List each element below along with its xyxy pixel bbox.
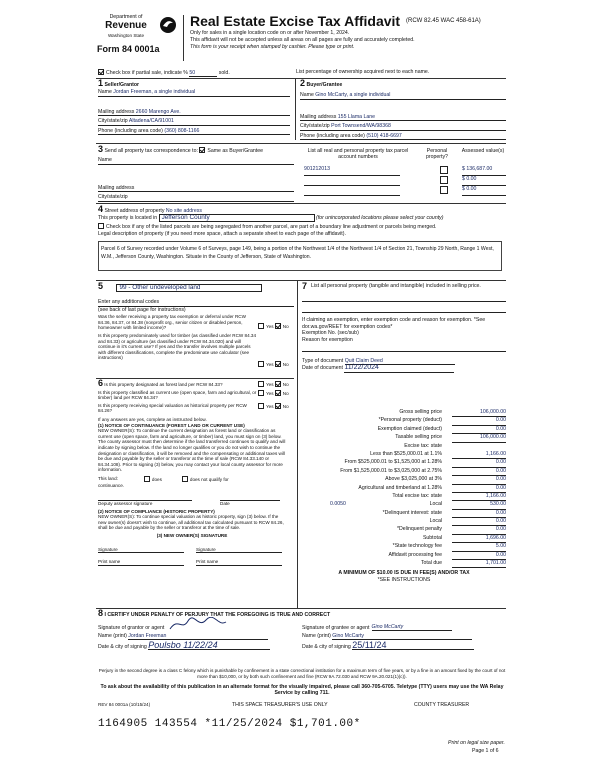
dept-name: Revenue — [105, 20, 147, 31]
seller-section: 1 Seller/Grantor Name Jordan Freeman, a single individual Mailing address 2660 Marengo Ave. City/state/zip Altadena/CA/91001 Phone (including area code) (360) 808-1166 — [98, 80, 290, 135]
grantor-date-city[interactable]: Poulsbo 11/22/24 — [148, 642, 270, 649]
form-rcw: (RCW 82.45 WAC 458-61A) — [406, 18, 481, 24]
buyer-name[interactable]: Gino McCarty, a single individual — [315, 92, 391, 99]
dor-emblem-icon — [159, 16, 177, 34]
calc-row: From $525,000.01 to $1,525,000 at 1.28% 0.00 — [302, 459, 506, 467]
certify-line: 8 I CERTIFY UNDER PENALTY OF PERJURY THAT THE FOREGOING IS TRUE AND CORRECT — [98, 608, 331, 618]
sec4-boundary: Check box if any of the listed parcels are being segregated from another parcel, are part of a boundary line adjustment or parcels being merged. — [98, 223, 508, 230]
current-use-yes[interactable] — [258, 390, 264, 396]
header-line-2: This affidavit will not be accepted unless all areas on all pages are fully and accurately completed. — [190, 37, 415, 43]
personal-header: Personal property? — [426, 148, 448, 161]
new-owner-signature-2[interactable]: Signature — [196, 547, 282, 554]
forest-yes[interactable] — [258, 381, 264, 387]
buyer-address[interactable]: 155 Llama Lane — [337, 113, 376, 120]
property-street[interactable]: No site address — [165, 208, 202, 214]
calc-row: From $1,525,000.01 to $3,025,000 at 2.75% 0.00 — [302, 468, 506, 476]
personal-property-checkbox[interactable] — [440, 186, 448, 194]
calc-row: *Delinquent interest: state 0.00 — [302, 510, 506, 518]
legal-label: Legal description of property (if you need more space, attach a separate sheet to each page of the affidavit). — [98, 231, 346, 237]
land-does-checkbox[interactable] — [144, 476, 150, 482]
new-owner-print-2[interactable]: Print name — [196, 559, 282, 566]
calc-row: Subtotal 1,696.00 — [302, 535, 506, 543]
grantee-print-name[interactable]: Gino McCarty — [332, 633, 472, 640]
county-treasurer: COUNTY TREASURER — [414, 702, 470, 708]
historic-no[interactable] — [275, 403, 281, 409]
dept-of: Department of — [109, 14, 143, 20]
assessed-value[interactable]: $ 136,687.00 — [462, 166, 506, 176]
seller-phone[interactable]: (360) 808-1166 — [164, 127, 200, 134]
parcel-number[interactable] — [304, 186, 400, 196]
current-use-no[interactable] — [275, 390, 281, 396]
seller-address[interactable]: 2660 Marengo Ave. — [135, 108, 181, 115]
perjury-notice: Perjury in the second degree is a class C felony which is punishable by confinement in a state correctional institution for a maximum term of five years, or by a fine in an amount fixed by the court of not more than $10,000, or by both such confinement and fine (RCW 9A.72.030 and RCW 9A.20.021(1)(c)). — [98, 668, 506, 679]
partial-pct[interactable]: 50 — [189, 70, 217, 77]
calc-row: *State technology fee 5.00 — [302, 543, 506, 551]
local-rate: 0.0050 — [330, 501, 346, 508]
form-number: Form 84 0001a — [97, 44, 160, 54]
calc-row: Exemption claimed (deduct) 0.00 — [302, 426, 506, 434]
dept-state: Washington State — [107, 33, 145, 38]
cashier-stamp: 1164905 143554 *11/25/2024 $1,701.00* — [98, 718, 361, 730]
exemption-reason[interactable]: Reason for exemption — [302, 336, 353, 343]
parcels-header: List all real and personal property tax parcel account numbers — [307, 148, 409, 161]
seller-city[interactable]: Altadena/CA/91001 — [128, 118, 174, 125]
see-instructions: *SEE INSTRUCTIONS — [377, 576, 431, 583]
grantee-block: Signature of grantee or agent Gino McCarty Name (print) Gino McCarty Date & city of signing 25/11/24 — [302, 620, 506, 651]
calc-row: Excise tax: state — [404, 442, 442, 449]
land-use-code[interactable]: 99 - Other undeveloped land — [116, 284, 262, 292]
land-does-not-checkbox[interactable] — [182, 476, 188, 482]
grantor-signature-icon[interactable] — [168, 617, 228, 631]
sec6-section: 6 Is this property designated as forest land per RCW 84.33? Yes No Is this property classified as current use (open space, farm and agricultural, or timber) land per RCW 84.34? Yes No Is this property receiving special valuation as historical property per RCW 84.26? Yes No If any answers are yes, complete as instructed below. (1) NOTICE OF CONTINUANCE (FOREST LAND OR CURRENT USE) NEW OWNER(S): To continue the current designation as forest land or classification as current use (open space, farm and agriculture, or timber) land, you must sign on (3) below. The county assessor must then determine if the land transferred continues to qualify and will indicate by signing below. If the land no longer qualifies or you do not wish to continue the designation or classification, it will be removed and the compensating or additional taxes will be due and payable by the seller or transferor at the time of sale (RCW 84.33.140 or 84.34.108). Prior to signing (3) below, you may contact your local county assessor for more information. This land: does does not qualify for continuance. Deputy assessor signature Date (2) NOTICE OF COMPLIANCE (HISTORIC PROPERTY) NEW OWNER(S): To continue special valuation as historic property, sign (3) below. If the new owner(s) doesn't wish to continue, all additional tax calculated pursuant to RCW 84.26, shall be due and payable by the seller or transferor at the time of sale. (3) NEW OWNER(S) SIGNATURE Signature Signature Print name Print name — [98, 378, 289, 565]
parcel-row — [304, 166, 506, 176]
sec4-street: 4 Street address of property No site address — [98, 204, 202, 214]
grantor-block: Signature of grantor or agent Name (print) Jordan Freeman Date & city of signing Poulsbo 11/22/24 — [98, 620, 294, 651]
buyer-phone[interactable]: (510) 418-6697 — [366, 132, 402, 139]
grantee-date-city[interactable]: 25/11/24 — [352, 642, 474, 649]
calc-row: Gross selling price 106,000.00 — [302, 409, 506, 417]
assessed-value[interactable]: $ 0.00 — [462, 176, 506, 186]
deputy-date[interactable]: Date — [220, 500, 280, 507]
exempt-no[interactable] — [275, 323, 281, 329]
sec5-section: 5 99 - Other undeveloped land Enter any additional codes (see back of last page for instructions) Was the seller receiving a property tax exemption or deferral under RCW 84.36, 84.37, or 84.38 (nonprofit org., senior citizen or disabled person, homeowner with limited income)? Yes No Is this property predominately used for timber (as classified under RCW 84.34 and 84.33) or agriculture (as classified under RCW 84.34.020) and will continue in it's current use? If yes and the transfer involves multiple parcels with different classifications, complete the predominate use calculator (see instructions) Yes No — [98, 283, 294, 368]
historic-yes[interactable] — [258, 403, 264, 409]
calc-row: Less than $525,000.01 at 1.1% 1,166.00 — [302, 451, 506, 459]
grantee-signature[interactable]: Gino McCarty — [372, 624, 452, 631]
personal-property-checkbox[interactable] — [440, 176, 448, 184]
print-legal-note: Print on legal size paper. — [448, 740, 505, 746]
new-owner-print-1[interactable]: Print name — [98, 559, 184, 566]
buyer-section: 2 Buyer/Grantee Name Gino McCarty, a single individual Mailing address 155 Llama Lane City/state/zip Port Townsend/WA/98368 Phone (including area code) (510) 418-6697 — [300, 80, 506, 140]
accessibility-notice: To ask about the availability of this publication in an alternate format for the visually impaired, please call 360-705-6705. Teletype (TTY) users may use the WA Relay Service by calling 711. — [100, 684, 504, 697]
same-as-buyer-checkbox[interactable] — [199, 147, 205, 153]
partial-sale-row: Check box if partial sale, indicate % 50 sold. — [98, 69, 230, 77]
header-line-3: This form is your receipt when stamped by cashier. Please type or print. — [190, 44, 355, 50]
rev-number: REV 84 0001a (10/15/24) — [98, 702, 151, 707]
sec3-section: 3 Send all property tax correspondence to: Same as Buyer/Grantee Name Mailing address City/state/zip — [98, 146, 294, 202]
calc-row: Total due 1,701.00 — [302, 560, 506, 568]
grantor-print-name[interactable]: Jordan Freeman — [128, 633, 268, 640]
form-title: Real Estate Excise Tax Affidavit — [190, 13, 401, 29]
timber-no[interactable] — [275, 361, 281, 367]
assessed-header: Assessed value(s) — [461, 148, 505, 154]
sec3-address-field[interactable]: Mailing address — [98, 185, 294, 192]
calc-row: *Personal property (deduct) 0.00 — [302, 417, 506, 425]
assessed-value[interactable]: $ 0.00 — [462, 186, 506, 196]
sec3-city-field[interactable]: City/state/zip — [98, 194, 294, 201]
new-owner-signature-1[interactable]: Signature — [98, 547, 184, 554]
deputy-signature[interactable]: Deputy assessor signature — [98, 500, 192, 507]
dor-logo — [95, 14, 183, 58]
parcel-number[interactable] — [304, 176, 400, 186]
document-date[interactable]: 11/22/2024 — [344, 365, 454, 372]
parcel-list — [304, 166, 506, 196]
parcel-row — [304, 176, 506, 186]
calc-row: Total excise tax: state 1,166.00 — [302, 493, 506, 501]
page-number: Page 1 of 6 — [472, 748, 499, 754]
partial-sale-checkbox[interactable] — [98, 69, 104, 75]
seller-name[interactable]: Jordan Freeman, a single individual — [113, 89, 196, 96]
sec7-section: 7 List all personal property (tangible and intangible) included in selling price. If claiming an exemption, enter exemption code and reason for exemption. *See dor.wa.gov/REET for exemption codes* Exemption No. (sec/sub) Reason for exemption Type of document Quit Claim Deed Date of document 11/22/2024 — [302, 283, 506, 373]
exemption-no[interactable]: Exemption No. (sec/sub) — [302, 330, 359, 337]
header-line-1: Only for sales in a single location code on or after November 1, 2024. — [190, 30, 350, 36]
sec4-county-row: This property is located in Jefferson County (for unincorporated locations please select your county) — [98, 214, 444, 221]
personal-property-checkbox[interactable] — [440, 166, 448, 174]
timber-yes[interactable] — [258, 361, 264, 367]
sec3-name-field[interactable]: Name — [98, 157, 294, 164]
calc-row: Affidavit processing fee 0.00 — [302, 552, 506, 560]
parcel-number[interactable]: 901212013 — [304, 166, 400, 176]
calc-row: 0.0050 Local 530.00 — [302, 501, 506, 509]
document-type[interactable]: Quit Claim Deed — [345, 358, 455, 365]
parcel-row — [304, 186, 506, 196]
calc-row: Above $3,025,000 at 3% 0.00 — [302, 476, 506, 484]
buyer-city[interactable]: Port Townsend/WA/98368 — [331, 123, 391, 130]
calc-row: Taxable selling price 106,000.00 — [302, 434, 506, 442]
forest-no[interactable] — [275, 381, 281, 387]
minimum-due: A MINIMUM OF $10.00 IS DUE IN FEE(S) AND/OR TAX — [338, 570, 470, 577]
ownership-note: List percentage of ownership acquired next to each name. — [296, 69, 430, 75]
calc-row: Agricultural and timberland at 1.28% 0.00 — [302, 485, 506, 493]
county-select[interactable]: Jefferson County — [159, 214, 315, 222]
additional-codes[interactable]: Enter any additional codes — [98, 299, 294, 306]
legal-description[interactable]: Parcel 6 of Survey recorded under Volume 6 of Surveys, page 149, being a portion of the Northwest 1/4 of the Northwest 1/4 of Section 21, Township 29 North, Range 1 West, W.M., Jefferson County, Washington. Situate in the County of Jefferson, State of Washington. — [98, 241, 502, 271]
calc-row: Local 0.00 — [302, 518, 506, 526]
exempt-yes[interactable] — [258, 323, 264, 329]
tax-calc-table — [302, 409, 506, 583]
treasurer-only: THIS SPACE TREASURER'S USE ONLY — [232, 702, 328, 708]
calc-row: *Delinquent penalty 0.00 — [302, 526, 506, 534]
segregated-checkbox[interactable] — [98, 223, 104, 229]
